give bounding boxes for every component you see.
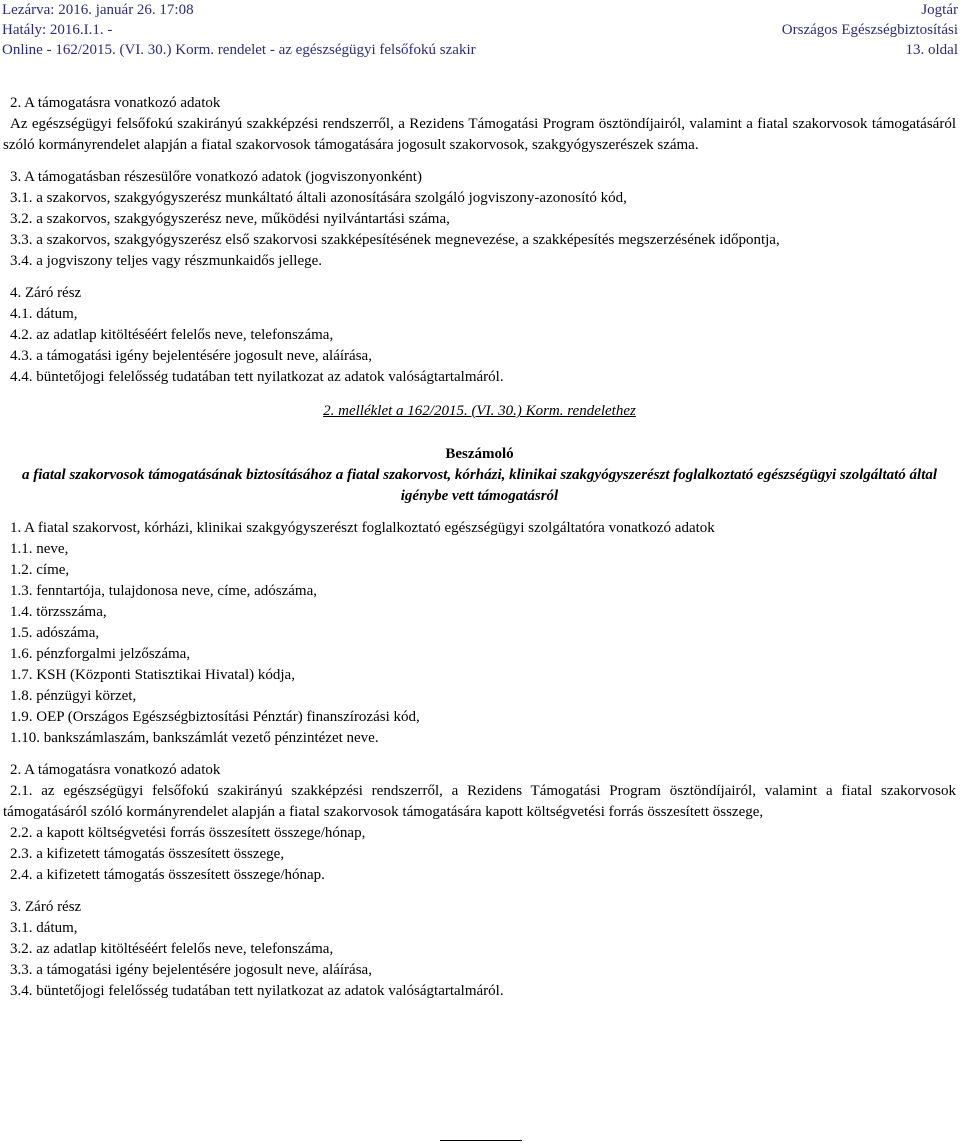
list-item: 1.5. adószáma, <box>10 625 100 641</box>
annex-subtitle: a fiatal szakorvosok támogatásának biztosításához a fiatal szakorvost, kórházi, klinikai szakgyógyszerészt foglalkoztató egészségügyi szolgáltató által igénybe vett támogatásról <box>21 467 938 504</box>
list-item: 3.1. dátum, <box>10 920 78 936</box>
footnote-divider <box>440 1140 522 1141</box>
list-item: 4.4. büntetőjogi felelősség tudatában tett nyilatkozat az adatok valóságtartalmáról. <box>10 369 504 385</box>
list-item: 2.3. a kifizetett támogatás összesített összege, <box>10 846 285 862</box>
list-item: 3.3. a támogatási igény bejelentésére jogosult neve, aláírása, <box>10 962 372 978</box>
section-2-title: 2. A támogatásra vonatkozó adatok <box>10 95 221 111</box>
header-effect-date: Hatály: 2016.I.1. - <box>2 22 113 38</box>
list-item: 4.1. dátum, <box>10 306 78 322</box>
page-header <box>2 0 958 62</box>
document-body <box>3 93 956 1002</box>
list-item: 1.2. címe, <box>10 562 70 578</box>
list-item: 1.7. KSH (Központi Statisztikai Hivatal) kódja, <box>10 667 295 683</box>
section-4-title: 4. Záró rész <box>10 285 82 301</box>
header-brand: Jogtár <box>921 2 958 18</box>
header-document-title: Online - 162/2015. (VI. 30.) Korm. rendelet - az egészségügyi felsőfokú szakir <box>2 42 476 58</box>
list-item: 2.1. az egészségügyi felsőfokú szakirányú szakképzési rendszerről, a Rezidens Támogatási Program ösztöndíjairól, valamint a fiatal szakorvosok támogatásáról szóló kormányrendelet alapján a fiatal szakorvosok támogatására kapott költségvetési forrás összesített összege, <box>3 783 956 820</box>
list-item: 3.4. a jogviszony teljes vagy részmunkaidős jellege. <box>10 253 323 269</box>
list-item: 3.2. a szakorvos, szakgyógyszerész neve, működési nyilvántartási száma, <box>10 211 450 227</box>
header-licensee: Országos Egészségbiztosítási <box>781 22 958 38</box>
header-closed-date: Lezárva: 2016. január 26. 17:08 <box>2 2 194 18</box>
list-item: 1.9. OEP (Országos Egészségbiztosítási Pénztár) finanszírozási kód, <box>10 709 420 725</box>
header-page-number: 13. oldal <box>905 42 958 58</box>
list-item: 1.4. törzsszáma, <box>10 604 107 620</box>
list-item: 3.1. a szakorvos, szakgyógyszerész munkáltató általi azonosítására szolgáló jogviszony-azonosító kód, <box>10 190 627 206</box>
list-item: 1.6. pénzforgalmi jelzőszáma, <box>10 646 191 662</box>
list-item: 4.2. az adatlap kitöltéséért felelős neve, telefonszáma, <box>10 327 334 343</box>
list-item: 2.2. a kapott költségvetési forrás összesített összege/hónap, <box>10 825 366 841</box>
list-item: 3.2. az adatlap kitöltéséért felelős neve, telefonszáma, <box>10 941 334 957</box>
list-item: 2.4. a kifizetett támogatás összesített összege/hónap. <box>10 867 325 883</box>
annex-section-3-title: 3. Záró rész <box>10 899 82 915</box>
annex-heading: 2. melléklet a 162/2015. (VI. 30.) Korm. rendelethez <box>323 403 636 419</box>
list-item: 1.1. neve, <box>10 541 69 557</box>
annex-section-1-title: 1. A fiatal szakorvost, kórházi, klinikai szakgyógyszerészt foglalkoztató egészségügyi szolgáltatóra vonatkozó adatok <box>10 520 715 536</box>
list-item: 1.10. bankszámlaszám, bankszámlát vezető pénzintézet neve. <box>10 730 379 746</box>
section-3-title: 3. A támogatásban részesülőre vonatkozó adatok (jogviszonyonként) <box>10 169 422 185</box>
annex-title: Beszámoló <box>445 446 514 462</box>
list-item: 1.8. pénzügyi körzet, <box>10 688 137 704</box>
list-item: 3.4. büntetőjogi felelősség tudatában tett nyilatkozat az adatok valóságtartalmáról. <box>10 983 504 999</box>
list-item: 1.3. fenntartója, tulajdonosa neve, címe, adószáma, <box>10 583 317 599</box>
annex-section-2-title: 2. A támogatásra vonatkozó adatok <box>10 762 221 778</box>
section-2-text: Az egészségügyi felsőfokú szakirányú szakképzési rendszerről, a Rezidens Támogatási Program ösztöndíjairól, valamint a fiatal szakorvosok támogatásáról szóló kormányrendelet alapján a fiatal szakorvosok támogatására jogosult szakorvosok, szakgyógyszerészek száma. <box>3 116 956 153</box>
list-item: 3.3. a szakorvos, szakgyógyszerész első szakorvosi szakképesítésének megnevezése, a szakképesítés megszerzésének időpontja, <box>10 232 780 248</box>
list-item: 4.3. a támogatási igény bejelentésére jogosult neve, aláírása, <box>10 348 372 364</box>
